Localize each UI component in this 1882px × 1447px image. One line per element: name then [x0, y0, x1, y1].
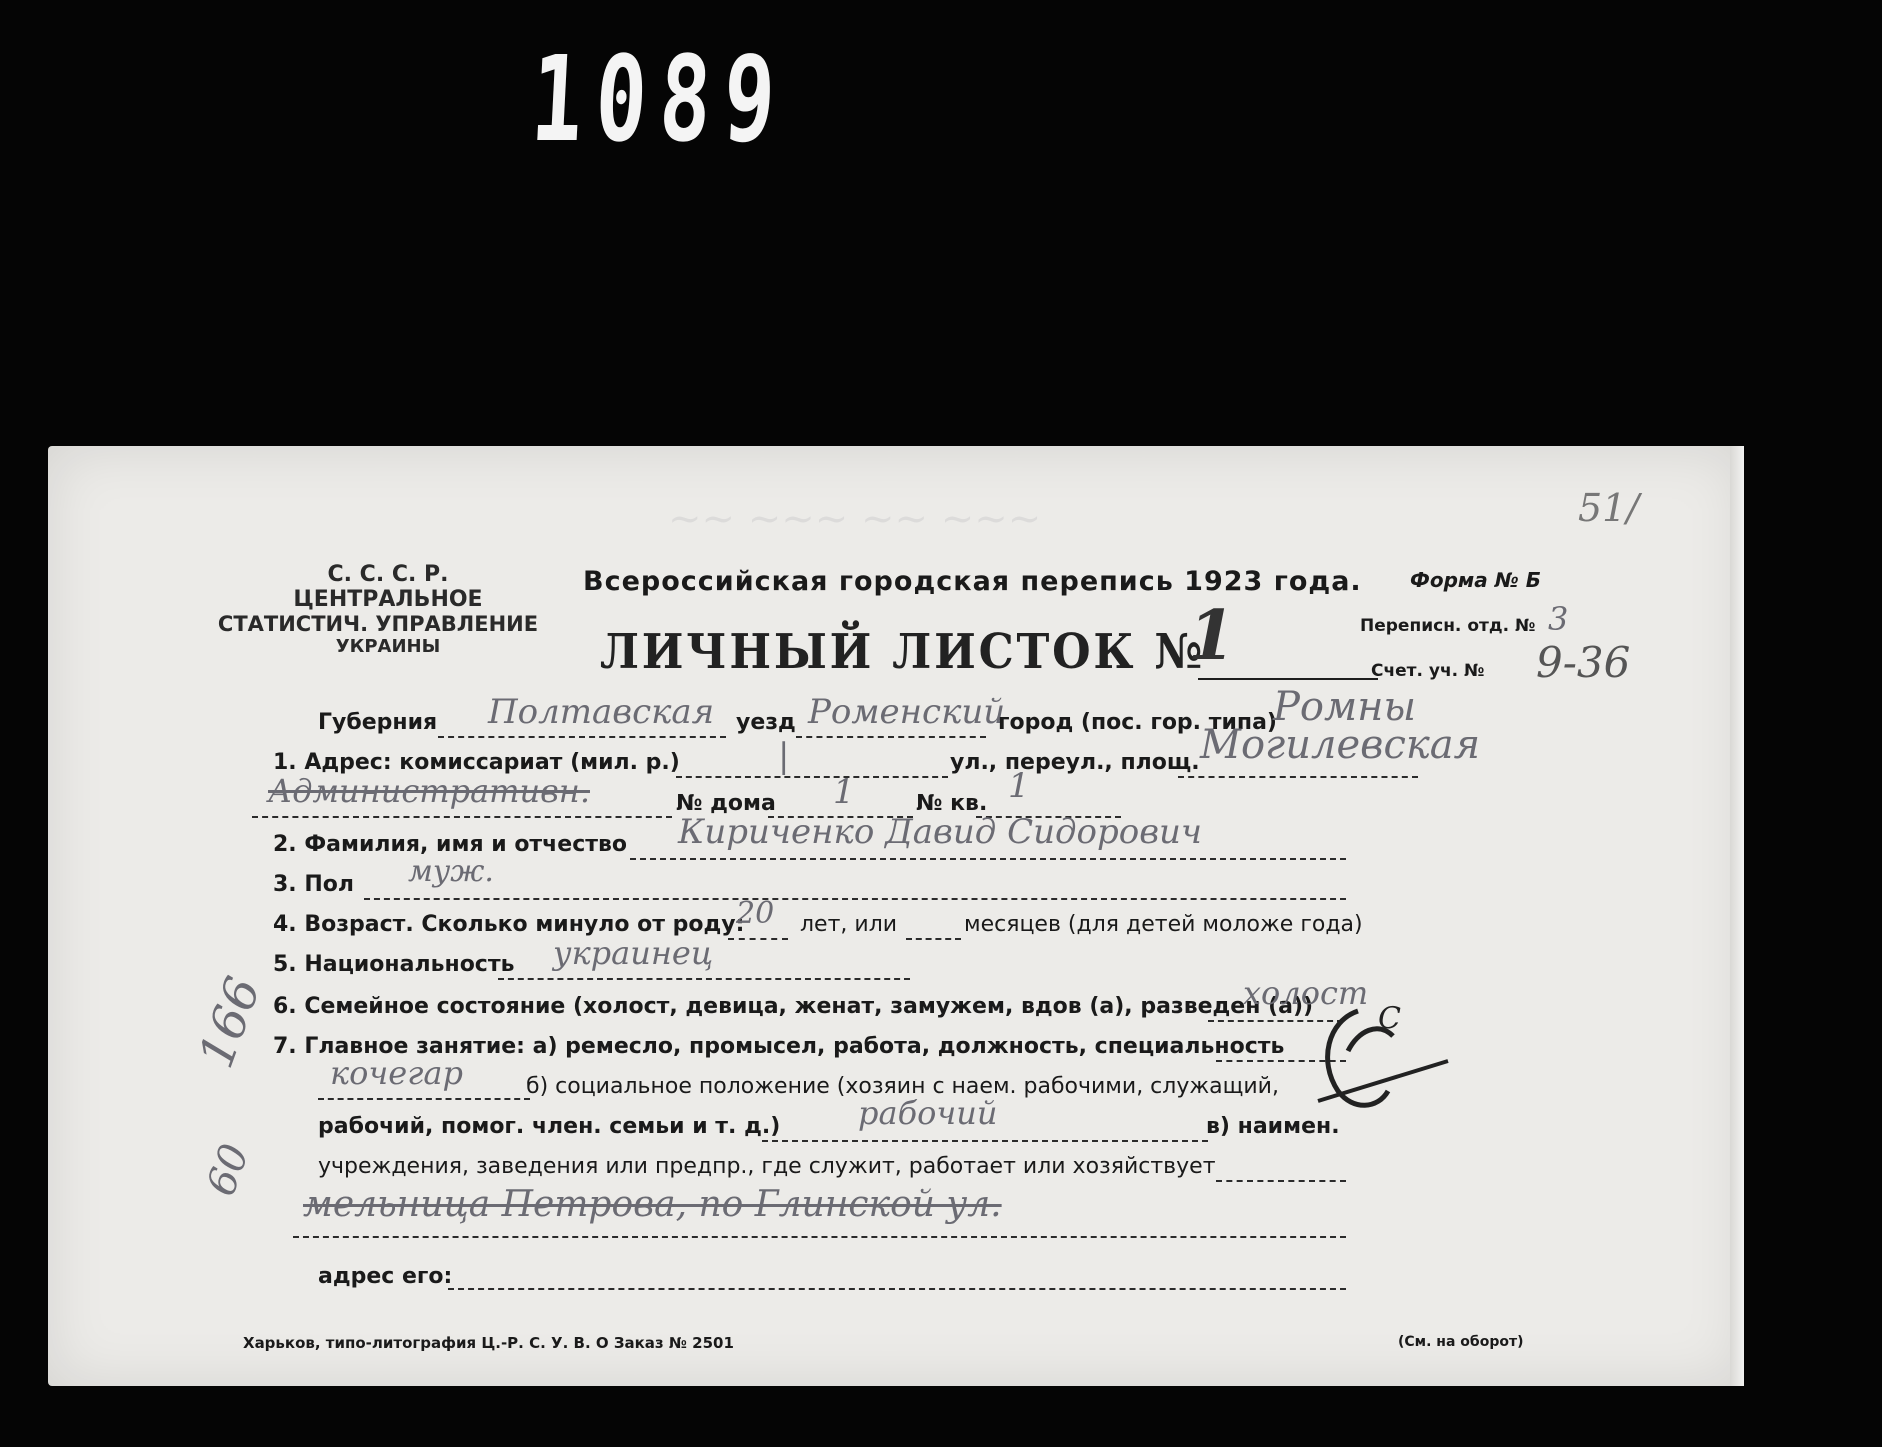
field-3-line	[364, 898, 1346, 900]
field-4-months-line	[906, 938, 961, 940]
field-7-a-value: кочегар	[330, 1054, 463, 1092]
field-5-label: 5. Национальность	[273, 952, 515, 977]
sheet-title: ЛИЧНЫЙ ЛИСТОК №	[600, 624, 1206, 680]
field-1-house-label: № дома	[676, 791, 776, 816]
statistical-office-stamp	[217, 562, 548, 657]
address-label: адрес его:	[318, 1264, 453, 1289]
field-1-extra-value: Административн.	[268, 772, 590, 810]
field-4-label: 4. Возраст. Сколько минуло от роду:	[273, 912, 745, 937]
stamp-line-1: С. С. С. Р.	[327, 562, 449, 587]
field-1-apt-label: № кв.	[916, 791, 988, 816]
count-district-label: Счет. уч. №	[1371, 661, 1485, 681]
census-card	[48, 446, 1744, 1386]
stamp-line-2: ЦЕНТРАЛЬНОЕ	[293, 587, 483, 612]
field-4-years-line	[728, 938, 788, 940]
field-7-c-cont: учреждения, заведения или предпр., где служит, работает или хозяйствует	[318, 1154, 1216, 1179]
sheet-mark: 51/	[1578, 486, 1640, 530]
field-7-b-value: рабочий	[858, 1094, 998, 1132]
form-label: Форма № Б	[1410, 568, 1541, 592]
margin-note-a: 166	[188, 969, 272, 1076]
field-7-b-cont: рабочий, помог. член. семьи и т. д.)	[318, 1114, 781, 1139]
uezd-value: Роменский	[808, 692, 1006, 732]
uezd-line	[796, 736, 986, 738]
field-1-street-line	[1178, 776, 1418, 778]
field-5-value: украинец	[553, 934, 714, 972]
field-2-value: Кириченко Давид Сидорович	[678, 812, 1203, 852]
field-7-b-line	[762, 1140, 1208, 1142]
bleed-through-text: ~~ ~~~ ~~ ~~~	[668, 496, 1042, 542]
census-dept-label: Переписн. отд. №	[1360, 616, 1536, 636]
gubernia-line	[438, 736, 726, 738]
field-7-c-value: мельница Петрова, по Глинской ул.	[303, 1184, 1002, 1225]
margin-note-b: 60	[198, 1138, 259, 1202]
field-1-street-value: Могилевская	[1200, 722, 1481, 768]
field-4-years-label: лет, или	[800, 912, 898, 937]
gubernia-label: Губерния	[318, 710, 438, 735]
circle-mark-text: С	[1378, 1001, 1401, 1036]
census-title: Всероссийская городская перепись 1923 года.	[583, 566, 1362, 597]
field-1-extra-line	[252, 816, 672, 818]
uezd-label: уезд	[736, 710, 796, 735]
field-1-house-value: 1	[833, 772, 855, 812]
count-district-value: 9-36	[1536, 638, 1631, 687]
stamp-line-4: УКРАИНЫ	[335, 636, 441, 657]
sheet-number: 1	[1188, 596, 1236, 676]
turn-over-note: (См. на оборот)	[1398, 1334, 1524, 1350]
field-7-label: 7. Главное занятие: а) ремесло, промысел, работа, должность, специальность	[273, 1034, 1285, 1059]
field-4-months-label: месяцев (для детей моложе года)	[964, 912, 1363, 937]
field-7-c-line-2	[293, 1236, 1346, 1238]
field-1-street-label: ул., переул., площ.	[950, 750, 1200, 775]
frame-number: 1089	[528, 30, 792, 168]
field-7-c-label: в) наимен.	[1206, 1114, 1340, 1139]
field-1-label: 1. Адрес: комиссариат (мил. р.)	[273, 750, 680, 775]
city-value: Ромны	[1273, 684, 1417, 730]
field-3-value: муж.	[408, 854, 494, 889]
field-4-years-value: 20	[736, 896, 775, 931]
printer-imprint: Харьков, типо-литография Ц.-Р. С. У. В. О Заказ № 2501	[243, 1334, 734, 1352]
field-7-a-line-2	[318, 1098, 530, 1100]
census-dept-value: 3	[1548, 600, 1569, 638]
field-7-b-label: б) социальное положение (хозяин с наем. рабочими, служащий,	[526, 1074, 1279, 1099]
field-2-label: 2. Фамилия, имя и отчество	[273, 832, 628, 857]
field-2-line	[630, 858, 1346, 860]
field-6-value: холост	[1243, 974, 1369, 1012]
field-3-label: 3. Пол	[273, 872, 354, 897]
field-1-line	[676, 776, 948, 778]
gubernia-value: Полтавская	[488, 692, 715, 732]
field-1-dash: |	[778, 736, 790, 776]
city-label: город (пос. гор. типа)	[998, 710, 1277, 735]
sheet-number-line	[1198, 678, 1378, 680]
field-7-c-line-1	[1216, 1180, 1346, 1182]
field-5-line	[498, 978, 910, 980]
stamp-line-3: СТАТИСТИЧ. УПРАВЛЕНИЕ	[217, 612, 539, 636]
field-6-label: 6. Семейное состояние (холост, девица, женат, замужем, вдов (а), разведен (а))	[273, 994, 1314, 1019]
field-1-apt-value: 1	[1008, 766, 1030, 806]
address-line	[448, 1288, 1346, 1290]
